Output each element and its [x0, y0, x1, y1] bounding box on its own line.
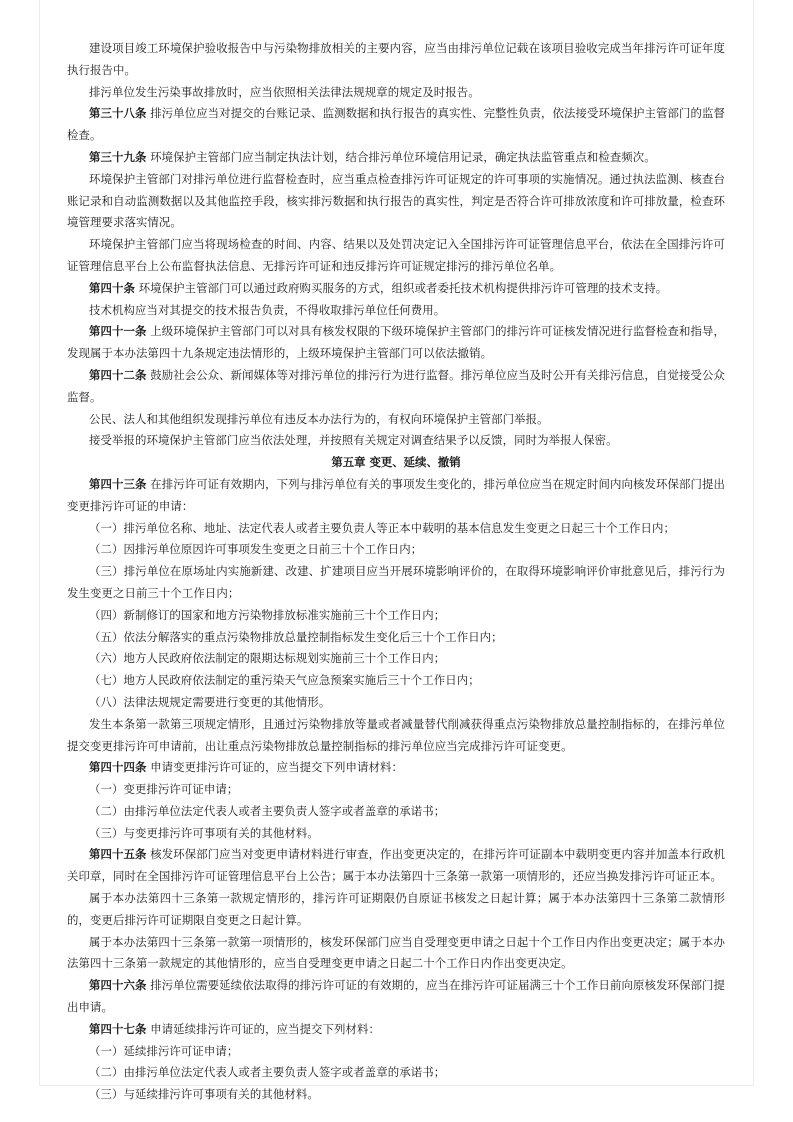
paragraph-text: （三）与变更排污许可事项有关的其他材料。: [89, 825, 319, 840]
paragraph-text: 属于本办法第四十三条第一款规定情形的，排污许可证期限仍自原证书核发之日起计算；属于本办法第四十三条第二款情形的，变更后排污许可证期限自变更之日起计算。: [67, 891, 725, 927]
paragraph-text: 鼓励社会公众、新闻媒体等对排污单位的排污行为进行监督。排污单位应当及时公开有关排污信息，自觉接受公众监督。: [67, 367, 725, 404]
paragraph: [67, 670, 725, 692]
paragraph: [67, 823, 725, 845]
paragraph: [67, 801, 725, 823]
paragraph: [67, 82, 725, 104]
paragraph-text: （八）法律法规规定需要进行变更的其他情形。: [89, 694, 331, 709]
paragraph: [67, 714, 725, 758]
paragraph-text: （一）变更排污许可证申请；: [89, 782, 239, 797]
chapter-heading: 第五章 变更、延续、撤销: [331, 455, 461, 470]
article-paragraph: [67, 321, 725, 365]
paragraph-text: 在排污许可证有效期内，下列与排污单位有关的事项发生变化的，排污单位应当在规定时间内向核发环保部门提出变更排污许可证的申请：: [67, 476, 725, 513]
paragraph-text: （三）与延续排污许可事项有关的其他材料。: [89, 1087, 319, 1102]
paragraph: [67, 779, 725, 801]
paragraph-text: 上级环境保护主管部门可以对具有核发权限的下级环境保护主管部门的排污许可证核发情况进行监督检查和指导，发现属于本办法第四十九条规定违法情形的，上级环境保护主管部门可以依法撤销。: [67, 324, 725, 361]
article-number: 第四十四条: [89, 760, 147, 775]
paragraph: [67, 38, 725, 82]
article-number: 第四十一条: [89, 324, 147, 339]
article-number: 第三十八条: [89, 106, 147, 121]
paragraph-text: （六）地方人民政府依法制定的限期达标规划实施前三十个工作日内；: [89, 651, 446, 666]
paragraph-text: 环境保护主管部门可以通过政府购买服务的方式，组织或者委托技术机构提供排污许可管理的技术支持。: [134, 280, 668, 295]
paragraph-text: 发生本条第一款第三项规定情形，且通过污染物排放等量或者减量替代削减获得重点污染物排放总量控制指标的，在排污单位提交变更排污许可申请前，出让重点污染物排放总量控制指标的排污单位应当完成排污许可证变更。: [67, 716, 725, 753]
paragraph: [67, 1062, 725, 1084]
article-number: 第三十九条: [89, 149, 147, 164]
paragraph-text: （二）因排污单位原因许可事项发生变更之日前三十个工作日内；: [89, 542, 423, 557]
paragraph-text: （一）延续排污许可证申请；: [89, 1043, 239, 1058]
paragraph: [67, 1041, 725, 1063]
article-number: 第四十七条: [89, 1021, 147, 1036]
paragraph-text: 公民、法人和其他组织发现排污单位有违反本办法行为的，有权向环境保护主管部门举报。: [89, 411, 549, 426]
article-number: 第四十三条: [89, 476, 147, 491]
paragraph: [67, 234, 725, 278]
document-body: [67, 38, 725, 1106]
paragraph-text: 排污单位需要延续依法取得的排污许可证的有效期的，应当在排污许可证届满三十个工作日前向原核发环保部门提出申请。: [67, 978, 725, 1015]
paragraph: [67, 409, 725, 431]
paragraph-text: 申请变更排污许可证的，应当提交下列申请材料：: [146, 760, 403, 775]
article-paragraph: [67, 1019, 725, 1041]
article-paragraph: [67, 474, 725, 518]
paragraph: [67, 300, 725, 322]
paragraph-text: 环境保护主管部门应当制定执法计划，结合排污单位环境信用记录，确定执法监管重点和检查频次。: [146, 149, 656, 164]
article-paragraph: [67, 278, 725, 300]
article-number: 第四十六条: [89, 978, 147, 993]
paragraph-text: 技术机构应当对其提交的技术报告负责，不得收取排污单位任何费用。: [89, 302, 446, 317]
paragraph: [67, 430, 725, 452]
paragraph: [67, 627, 725, 649]
article-number: 第四十条: [89, 280, 135, 295]
paragraph-text: 排污单位发生污染事故排放时，应当依照相关法律法规规章的规定及时报告。: [89, 84, 480, 99]
article-paragraph: [67, 975, 725, 1019]
article-paragraph: [67, 844, 725, 888]
article-paragraph: [67, 147, 725, 169]
paragraph: [67, 518, 725, 540]
paragraph-group-before-chapter: [67, 38, 725, 452]
paragraph: [67, 169, 725, 234]
article-number: 第四十五条: [89, 847, 147, 862]
paragraph-text: 接受举报的环境保护主管部门应当依法处理，并按照有关规定对调查结果予以反馈，同时为举报人保密。: [89, 433, 618, 448]
paragraph-text: （二）由排污单位法定代表人或者主要负责人签字或者盖章的承诺书；: [89, 1065, 446, 1080]
paragraph-text: 建设项目竣工环境保护验收报告中与污染物排放相关的主要内容，应当由排污单位记载在该项目验收完成当年排污许可证年度执行报告中。: [67, 41, 725, 77]
paragraph-text: 排污单位应当对提交的台账记录、监测数据和执行报告的真实性、完整性负责，依法接受环境保护主管部门的监督检查。: [67, 106, 725, 143]
article-paragraph: [67, 103, 725, 147]
article-paragraph: [67, 757, 725, 779]
paragraph: [67, 539, 725, 561]
article-number: 第四十二条: [89, 367, 147, 382]
paragraph: [67, 888, 725, 932]
paragraph-text: 环境保护主管部门对排污单位进行监督检查时，应当重点检查排污许可证规定的许可事项的实施情况。通过执法监测、核查台账记录和自动监测数据以及其他监控手段，核实排污数据和执行报告的真实性，判定是否符合许可排放浓度和许可排放量，检查环境管理要求落实情况。: [67, 171, 725, 230]
paragraph: [67, 648, 725, 670]
paragraph-text: 环境保护主管部门应当将现场检查的时间、内容、结果以及处罚决定记入全国排污许可证管理信息平台，依法在全国排污许可证管理信息平台上公布监督执法信息、无排污许可证和违反排污许可证规定排污的排污单位名单。: [67, 237, 725, 273]
paragraph: [67, 932, 725, 976]
paragraph-text: （一）排污单位名称、地址、法定代表人或者主要负责人等正本中载明的基本信息发生变更之日起三十个工作日内；: [89, 520, 676, 535]
paragraph-text: 核发环保部门应当对变更申请材料进行审查，作出变更决定的，在排污许可证副本中载明变更内容并加盖本行政机关印章，同时在全国排污许可证管理信息平台上公告；属于本办法第四十三条第一款第一项情形的，还应当换发排污许可证正本。: [67, 847, 725, 884]
paragraph-text: 申请延续排污许可证的，应当提交下列材料：: [146, 1021, 381, 1036]
paragraph-text: （二）由排污单位法定代表人或者主要负责人签字或者盖章的承诺书；: [89, 803, 446, 818]
paragraph: [67, 561, 725, 605]
paragraph: [67, 605, 725, 627]
paragraph-text: （三）排污单位在原场址内实施新建、改建、扩建项目应当开展环境影响评价的，在取得环境影响评价审批意见后，排污行为发生变更之日前三十个工作日内；: [67, 564, 725, 600]
paragraph-group-chapter-five: [67, 474, 725, 1106]
paragraph: [67, 692, 725, 714]
paragraph-text: （五）依法分解落实的重点污染物排放总量控制指标发生变化后三十个工作日内；: [89, 629, 503, 644]
article-paragraph: [67, 365, 725, 409]
paragraph-text: 属于本办法第四十三条第一款第一项情形的，核发环保部门应当自受理变更申请之日起十个工作日内作出变更决定；属于本办法第四十三条第一款规定的其他情形的，应当自受理变更申请之日起二十个工作日内作出变更决定。: [67, 934, 725, 971]
paragraph: [67, 1084, 725, 1106]
paragraph-text: （四）新制修订的国家和地方污染物排放标准实施前三十个工作日内；: [89, 607, 446, 622]
paragraph-text: （七）地方人民政府依法制定的重污染天气应急预案实施后三十个工作日内；: [89, 673, 480, 688]
